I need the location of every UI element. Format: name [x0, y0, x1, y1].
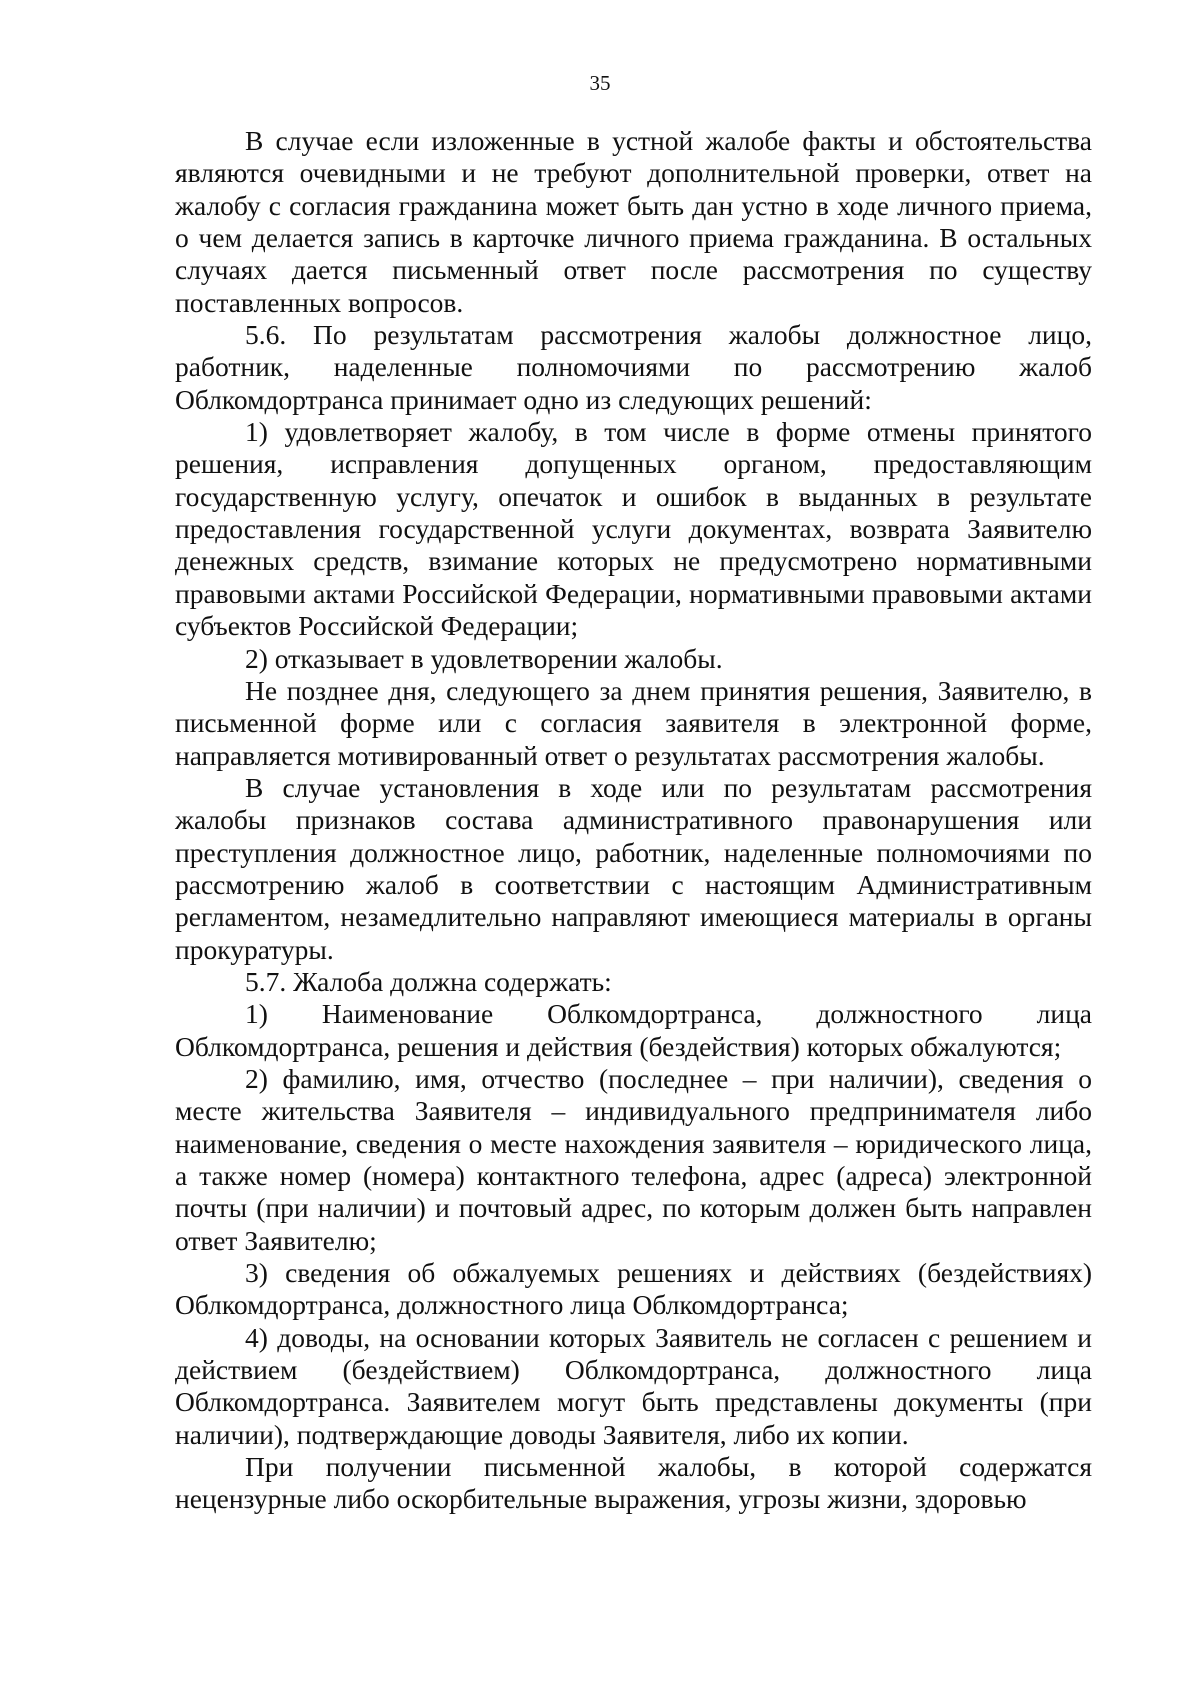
paragraph-5-7-contents: 5.7. Жалоба должна содержать: — [245, 965, 612, 997]
document-body — [175, 125, 1092, 1516]
paragraph-prosecution-referral: В случае установления в ходе или по результатам рассмотрения жалобы признаков состава административного правонарушения или преступления должностное лицо, работник, наделенные полномочиями по рассмотрению жалоб в соответствии с настоящим Административным регламентом, незамедлительно направляют имеющиеся материалы в органы прокуратуры. — [175, 771, 1092, 965]
paragraph-contents-3-decisions: 3) сведения об обжалуемых решениях и действиях (бездействиях) Облкомдортранса, должностного лица Облкомдортранса; — [175, 1257, 1092, 1321]
page-number: 35 — [589, 71, 611, 95]
paragraph-contents-1-name: 1) Наименование Облкомдортранса, должностного лица Облкомдортранса, решения и действия (бездействия) которых обжалуются; — [175, 998, 1092, 1062]
paragraph-contents-4-arguments: 4) доводы, на основании которых Заявитель не согласен с решением и действием (бездействием) Облкомдортранса, должностного лица Облкомдортранса. Заявителем могут быть представлены документы (при наличии), подтверждающие доводы Заявителя, либо их копии. — [175, 1321, 1092, 1450]
paragraph-decision-2-refuse: 2) отказывает в удовлетворении жалобы. — [245, 642, 723, 674]
paragraph-contents-2-personal-data: 2) фамилию, имя, отчество (последнее – при наличии), сведения о месте жительства Заявителя – индивидуального предпринимателя либо наименование, сведения о месте нахождения заявителя – юридического лица, а также номер (номера) контактного телефона, адрес (адреса) электронной почты (при наличии) и почтовый адрес, по которым должен быть направлен ответ Заявителю; — [175, 1062, 1092, 1256]
paragraph-oral-complaint: В случае если изложенные в устной жалобе факты и обстоятельства являются очевидными и не требуют дополнительной проверки, ответ на жалобу с согласия гражданина может быть дан устно в ходе личного приема, о чем делается запись в карточке личного приема гражданина. В остальных случаях дается письменный ответ после рассмотрения по существу поставленных вопросов. — [175, 125, 1092, 318]
paragraph-5-6-decisions: 5.6. По результатам рассмотрения жалобы должностное лицо, работник, наделенные полномочиями по рассмотрению жалоб Облкомдортранса принимает одно из следующих решений: — [175, 319, 1092, 415]
paragraph-decision-1-satisfy: 1) удовлетворяет жалобу, в том числе в форме отмены принятого решения, исправления допущенных органом, предоставляющим государственную услугу, опечаток и ошибок в выданных в результате предоставления государственной услуги документах, возврата Заявителю денежных средств, взимание которых не предусмотрено нормативными правовыми актами Российской Федерации, нормативными правовыми актами субъектов Российской Федерации; — [175, 416, 1092, 642]
paragraph-response-deadline: Не позднее дня, следующего за днем принятия решения, Заявителю, в письменной форме или с согласия заявителя в электронной форме, направляется мотивированный ответ о результатах рассмотрения жалобы. — [175, 674, 1092, 771]
paragraph-offensive-complaint: При получении письменной жалобы, в которой содержатся нецензурные либо оскорбительные выражения, угрозы жизни, здоровью — [175, 1451, 1092, 1515]
